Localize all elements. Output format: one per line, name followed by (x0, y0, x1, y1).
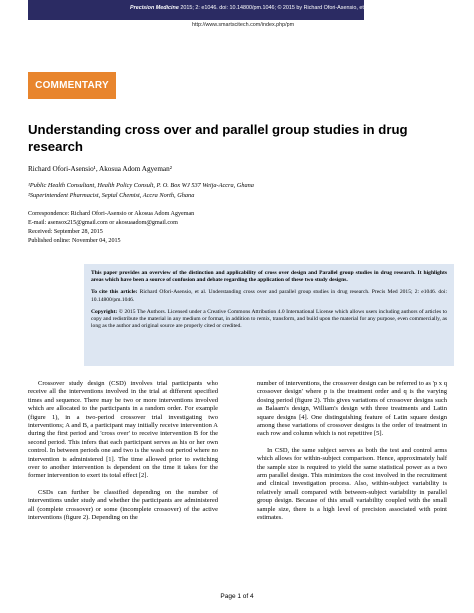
affiliation-1: ¹Public Health Consultant, Health Policy Consult, P. O. Box WJ 537 Weija-Accra, Ghana (28, 182, 254, 189)
copyright-text: © 2015 The Authors. Licensed under a Creative Commons Attribution 4.0 International License which allows users including authors of articles to copy and redistribute the material in any medium or format, in addition to remix, transform, and build upon the material for any purpose, even commercially, as long as the author and original source are properly cited or credited. (91, 308, 447, 330)
body-paragraph: CSDs can further be classified depending on the number of interventions under study and whether the participants are administered all (complete crossover) or some (incomplete crossover) of the active interventions (figure 2). Depending on the (28, 488, 218, 522)
page-number: Page 1 of 4 (220, 593, 254, 600)
section-label: COMMENTARY (28, 72, 116, 99)
cite-text: Richard Ofori-Asensio, et al. Understanding cross over and parallel group studies in drug research. Precis Med 2015; 2: e1046. doi: 10.14800/pm.1046. (91, 289, 447, 303)
copyright-label: Copyright: (91, 308, 118, 315)
author-list: Richard Ofori-Asensio¹, Akosua Adom Agyeman² (28, 165, 172, 173)
journal-header (0, 0, 474, 39)
copyright-info (91, 309, 447, 331)
body-column-right (257, 380, 447, 531)
email[interactable]: E-mail: asensox215@gmail.com or akosuaadom@gmail.com (28, 220, 178, 226)
body-column-left (28, 380, 218, 531)
body-paragraph: number of interventions, the crossover design can be referred to as 'p x q crossover design' where p is the treatment order and q is the varying dosing period (figure 2). This gives variations of crossover designs such as Balaam's design, William's design with three treatments and Latin square designs [4]. One distinguishing feature of Latin square design among these variations of crossover designs is the order of treatment in each row and column which is not repetitive [5]. (257, 380, 447, 438)
journal-name: Precision Medicine (130, 5, 179, 11)
journal-url[interactable]: http://www.smartscitech.com/index.php/pm (192, 22, 295, 28)
journal-header-bar (28, 0, 372, 20)
abstract-content (91, 270, 447, 335)
journal-citation-rest: 2015; 2: e1046. doi: 10.14800/pm.1046; © 2015 by Richard Ofori-Asensio, et al. (178, 5, 372, 11)
abstract-box (84, 264, 454, 366)
published-date: Published online: November 04, 2015 (28, 238, 121, 244)
affiliation-2: ²Superintendent Pharmacist, Septal Chemist, Accra North, Ghana (28, 192, 195, 199)
cite-label: To cite this article: (91, 289, 138, 296)
abstract-summary: This paper provides an overview of the distinction and applicability of cross over design and Parallel group studies in drug research. It highlights areas which have been a source of confusion and debate regarding the application of these two study designs. (91, 270, 447, 284)
article-title: Understanding cross over and parallel group studies in drug research (28, 122, 408, 154)
received-date: Received: September 28, 2015 (28, 229, 103, 235)
body-paragraph: In CSD, the same subject serves as both the test and control arms which allows for within-subject comparison. Hence, approximately half the sample size is required to yield the same statistical power as a two arm parallel design. This minimizes the cost involved in the recruitment and clinical investigation process. Also, within-subject variability is relatively small compared with between-subject variability in parallel group design. Because of this small variability coupled with the small sample size, there is a high level of precision associated with point estimates. (257, 446, 447, 522)
journal-citation (130, 5, 371, 11)
body-paragraph: Crossover study design (CSD) involves trial participants who receive all the interventions involved in the trial at different specified times and sequence. There may be two or more interventions involved which are allocated to the participants in a random order. For example (figure 1), in a two-period crossover trial investigating two interventions; A and B, a participant may initially receive intervention A during the first period and 'cross over' to receive intervention B for the second period. This infers that each participant serves as his or her own control. In between periods one and two is the wash out period where no intervention is administered [1]. The time allowed prior to switching over to another intervention is dependent on the time it takes for the former intervention to exert its total effect [2]. (28, 380, 218, 480)
correspondence: Correspondence: Richard Ofori-Asensio or Akosua Adom Agyeman (28, 211, 195, 217)
citation-info (91, 289, 447, 303)
